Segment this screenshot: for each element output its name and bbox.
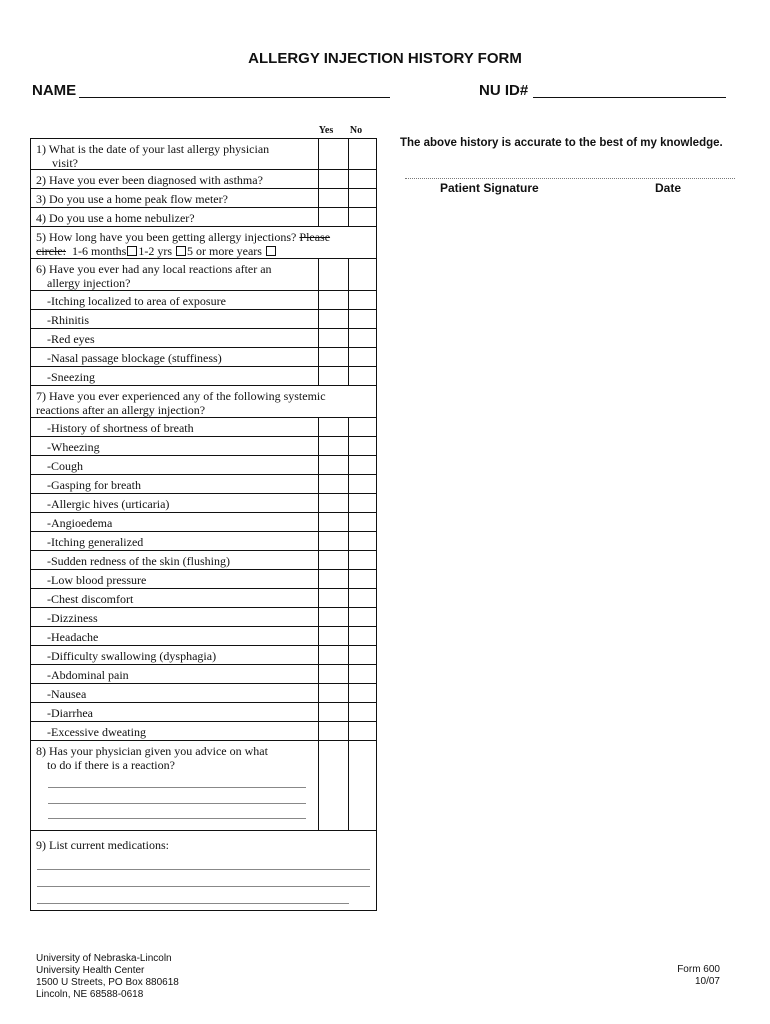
reaction-advice-line[interactable] — [48, 818, 306, 819]
systemic-reaction-no-cell[interactable] — [348, 475, 376, 493]
question-1-no-cell[interactable] — [348, 139, 376, 169]
question-3-no-cell[interactable] — [348, 189, 376, 207]
systemic-reaction-item: -Low blood pressure — [47, 573, 147, 587]
question-2: 2) Have you ever been diagnosed with asthma? — [36, 173, 263, 187]
local-reaction-no-cell[interactable] — [348, 310, 376, 328]
systemic-reaction-row — [31, 437, 376, 456]
systemic-reaction-row — [31, 551, 376, 570]
systemic-reaction-no-cell[interactable] — [348, 722, 376, 740]
systemic-reaction-item: -Itching generalized — [47, 535, 144, 549]
date-label: Date — [655, 181, 682, 195]
question-7-row — [31, 386, 376, 418]
question-5-text: 5) How long have you been getting allergy injections? — [36, 230, 297, 244]
question-5 — [36, 230, 371, 258]
systemic-reaction-row — [31, 418, 376, 437]
systemic-reaction-item: -Dizziness — [47, 611, 98, 625]
systemic-reaction-row — [31, 570, 376, 589]
local-reaction-yes-cell[interactable] — [318, 310, 348, 328]
systemic-reaction-item: -Allergic hives (urticaria) — [47, 497, 170, 511]
duration-option-2-checkbox[interactable] — [176, 246, 186, 256]
systemic-reaction-no-cell[interactable] — [348, 532, 376, 550]
question-6-yes-cell[interactable] — [318, 259, 348, 290]
question-1 — [36, 142, 318, 170]
nu-id-label: NU ID# — [479, 82, 529, 99]
systemic-reaction-yes-cell[interactable] — [318, 513, 348, 531]
question-6-line1: 6) Have you ever had any local reactions after an — [36, 262, 272, 276]
systemic-reaction-yes-cell[interactable] — [318, 456, 348, 474]
accuracy-statement: The above history is accurate to the best of my knowledge. — [400, 137, 723, 149]
form-code — [660, 964, 720, 988]
systemic-reaction-yes-cell[interactable] — [318, 646, 348, 664]
systemic-reaction-no-cell[interactable] — [348, 589, 376, 607]
local-reaction-row — [31, 367, 376, 386]
systemic-reaction-no-cell[interactable] — [348, 418, 376, 436]
question-6-no-cell[interactable] — [348, 259, 376, 290]
question-4-yes-cell[interactable] — [318, 208, 348, 226]
no-column-header: No — [349, 125, 363, 136]
question-6 — [36, 262, 318, 290]
question-1-yes-cell[interactable] — [318, 139, 348, 169]
question-2-row — [31, 170, 376, 189]
systemic-reaction-item: -Sudden redness of the skin (flushing) — [47, 554, 230, 568]
systemic-reaction-yes-cell[interactable] — [318, 551, 348, 569]
systemic-reaction-row — [31, 627, 376, 646]
local-reaction-item: -Rhinitis — [47, 313, 90, 327]
systemic-reaction-item: -Nausea — [47, 687, 87, 701]
systemic-reaction-no-cell[interactable] — [348, 437, 376, 455]
systemic-reaction-item: -Wheezing — [47, 440, 100, 454]
question-4: 4) Do you use a home nebulizer? — [36, 211, 195, 225]
systemic-reaction-item: -Diarrhea — [47, 706, 93, 720]
duration-option-3-checkbox[interactable] — [266, 246, 276, 256]
address-line: University Health Center — [36, 965, 145, 976]
local-reaction-no-cell[interactable] — [348, 329, 376, 347]
local-reaction-item: -Sneezing — [47, 370, 95, 384]
systemic-reaction-yes-cell[interactable] — [318, 437, 348, 455]
question-4-row — [31, 208, 376, 227]
systemic-reaction-no-cell[interactable] — [348, 646, 376, 664]
systemic-reaction-yes-cell[interactable] — [318, 532, 348, 550]
duration-option-1-label: 1-6 months — [71, 244, 127, 258]
medications-line[interactable] — [37, 869, 370, 870]
patient-signature-label: Patient Signature — [440, 181, 539, 195]
local-reaction-yes-cell[interactable] — [318, 291, 348, 309]
yes-column-header: Yes — [318, 125, 334, 136]
systemic-reaction-yes-cell[interactable] — [318, 665, 348, 683]
local-reaction-row — [31, 291, 376, 310]
footer-address — [36, 953, 179, 1001]
systemic-reaction-item: -Gasping for breath — [47, 478, 141, 492]
question-8-yes-cell[interactable] — [318, 741, 348, 830]
systemic-reaction-yes-cell[interactable] — [318, 722, 348, 740]
question-2-no-cell[interactable] — [348, 170, 376, 188]
address-line: 1500 U Streets, PO Box 880618 — [36, 977, 179, 988]
question-5-struck-circle: circle: — [36, 244, 66, 258]
question-1-line2: visit? — [52, 156, 78, 170]
systemic-reaction-row — [31, 703, 376, 722]
systemic-reaction-no-cell[interactable] — [348, 703, 376, 721]
systemic-reaction-row — [31, 513, 376, 532]
systemic-reaction-no-cell[interactable] — [348, 494, 376, 512]
systemic-reaction-item: -Angioedema — [47, 516, 113, 530]
local-reaction-no-cell[interactable] — [348, 291, 376, 309]
systemic-reaction-row — [31, 684, 376, 703]
systemic-reaction-row — [31, 494, 376, 513]
systemic-reaction-yes-cell[interactable] — [318, 494, 348, 512]
question-4-no-cell[interactable] — [348, 208, 376, 226]
name-field[interactable] — [79, 97, 390, 98]
question-7-line2: reactions after an allergy injection? — [36, 403, 206, 417]
local-reaction-yes-cell[interactable] — [318, 367, 348, 385]
local-reaction-item: -Red eyes — [47, 332, 95, 346]
systemic-reaction-row — [31, 722, 376, 741]
systemic-reaction-item: -Difficulty swallowing (dysphagia) — [47, 649, 217, 663]
name-label: NAME — [32, 82, 77, 99]
systemic-reaction-no-cell[interactable] — [348, 608, 376, 626]
duration-option-3-label: 5 or more years — [187, 244, 262, 258]
systemic-reaction-no-cell[interactable] — [348, 456, 376, 474]
form-title: ALLERGY INJECTION HISTORY FORM — [248, 50, 522, 67]
question-table — [30, 138, 377, 911]
question-3: 3) Do you use a home peak flow meter? — [36, 192, 228, 206]
local-reaction-row — [31, 310, 376, 329]
form-number: Form 600 — [677, 964, 720, 975]
systemic-reaction-row — [31, 589, 376, 608]
question-5-row — [31, 227, 376, 259]
duration-option-2-label: 1-2 yrs — [138, 244, 172, 258]
local-reaction-item: -Itching localized to area of exposure — [47, 294, 226, 308]
local-reaction-yes-cell[interactable] — [318, 348, 348, 366]
systemic-reaction-item: -Abdominal pain — [47, 668, 129, 682]
signature-line[interactable] — [405, 178, 735, 179]
systemic-reaction-yes-cell[interactable] — [318, 684, 348, 702]
systemic-reaction-item: -Excessive dweating — [47, 725, 146, 739]
systemic-reaction-row — [31, 456, 376, 475]
question-8-row — [31, 741, 376, 831]
question-8 — [36, 744, 318, 772]
local-reaction-yes-cell[interactable] — [318, 329, 348, 347]
medications-line[interactable] — [37, 903, 349, 904]
systemic-reaction-yes-cell[interactable] — [318, 627, 348, 645]
question-9-row — [31, 831, 376, 910]
question-2-yes-cell[interactable] — [318, 170, 348, 188]
question-8-line2: to do if there is a reaction? — [47, 758, 175, 772]
local-reaction-item: -Nasal passage blockage (stuffiness) — [47, 351, 222, 365]
address-line: Lincoln, NE 68588-0618 — [36, 989, 144, 1000]
question-6-row — [31, 259, 376, 291]
systemic-reaction-row — [31, 475, 376, 494]
form-date: 10/07 — [694, 976, 720, 987]
systemic-reaction-no-cell[interactable] — [348, 570, 376, 588]
question-8-no-cell[interactable] — [348, 741, 376, 830]
systemic-reaction-no-cell[interactable] — [348, 665, 376, 683]
reaction-advice-line[interactable] — [48, 787, 306, 788]
local-reaction-row — [31, 348, 376, 367]
local-reaction-no-cell[interactable] — [348, 348, 376, 366]
systemic-reaction-item: -History of shortness of breath — [47, 421, 194, 435]
systemic-reaction-row — [31, 646, 376, 665]
systemic-reaction-yes-cell[interactable] — [318, 418, 348, 436]
duration-option-1-checkbox[interactable] — [127, 246, 137, 256]
question-6-line2: allergy injection? — [47, 276, 131, 290]
systemic-reaction-item: -Headache — [47, 630, 99, 644]
address-line: University of Nebraska-Lincoln — [36, 953, 172, 964]
systemic-reaction-yes-cell[interactable] — [318, 589, 348, 607]
question-5-struck-word: Please — [299, 230, 331, 244]
question-3-yes-cell[interactable] — [318, 189, 348, 207]
medications-line[interactable] — [37, 886, 370, 887]
systemic-reaction-row — [31, 532, 376, 551]
question-7 — [36, 389, 371, 417]
systemic-reaction-no-cell[interactable] — [348, 513, 376, 531]
systemic-reaction-yes-cell[interactable] — [318, 608, 348, 626]
question-1-row — [31, 139, 376, 170]
question-7-line1: 7) Have you ever experienced any of the following systemic — [36, 389, 326, 403]
reaction-advice-line[interactable] — [48, 803, 306, 804]
systemic-reaction-yes-cell[interactable] — [318, 703, 348, 721]
systemic-reaction-item: -Chest discomfort — [47, 592, 134, 606]
systemic-reaction-row — [31, 608, 376, 627]
systemic-reaction-no-cell[interactable] — [348, 684, 376, 702]
local-reaction-no-cell[interactable] — [348, 367, 376, 385]
systemic-reaction-yes-cell[interactable] — [318, 475, 348, 493]
local-reaction-row — [31, 329, 376, 348]
question-9: 9) List current medications: — [36, 838, 169, 852]
systemic-reaction-item: -Cough — [47, 459, 83, 473]
question-3-row — [31, 189, 376, 208]
systemic-reaction-no-cell[interactable] — [348, 627, 376, 645]
question-8-line1: 8) Has your physician given you advice on what — [36, 744, 268, 758]
systemic-reaction-no-cell[interactable] — [348, 551, 376, 569]
question-1-line1: 1) What is the date of your last allergy physician — [36, 142, 270, 156]
systemic-reaction-row — [31, 665, 376, 684]
systemic-reaction-yes-cell[interactable] — [318, 570, 348, 588]
nu-id-field[interactable] — [533, 97, 726, 98]
